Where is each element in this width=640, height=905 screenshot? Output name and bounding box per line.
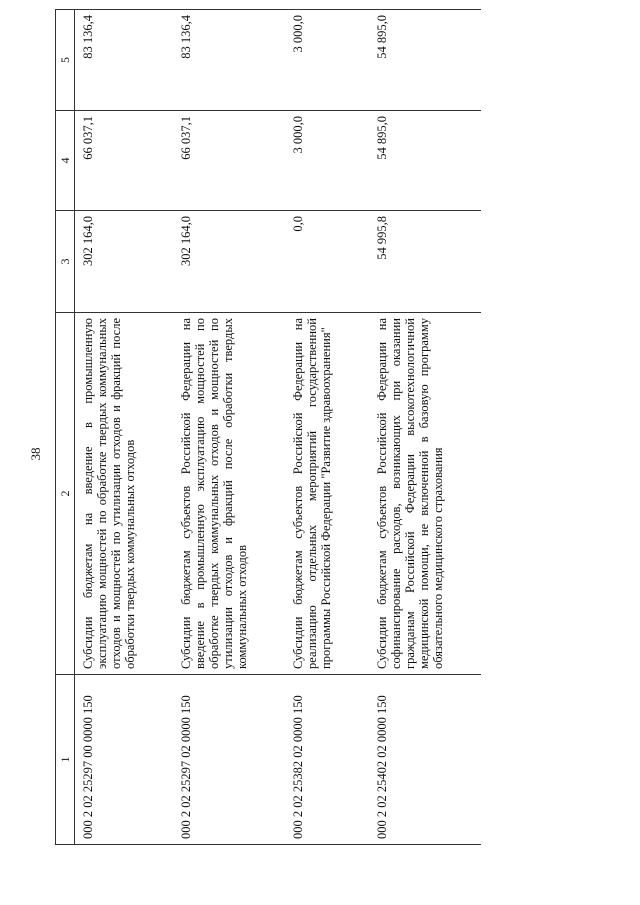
amount-cell-col4: 66 037,1: [75, 111, 174, 211]
amount-cell-col3: 302 164,0: [173, 211, 285, 313]
budget-code-cell: 000 2 02 25402 02 0000 150: [369, 675, 481, 845]
page-number: 38: [28, 447, 43, 461]
amount-cell-col3: 0,0: [285, 211, 369, 313]
amount-cell-col4: 66 037,1: [173, 111, 285, 211]
amount-cell-col5: 3 000,0: [285, 10, 369, 111]
column-header-4: 4: [56, 111, 75, 211]
amount-cell-col5: 54 895,0: [369, 10, 481, 111]
budget-table-sheet: [55, 10, 515, 845]
budget-table: [55, 9, 481, 845]
column-header-5: 5: [56, 10, 75, 111]
table-row: [173, 10, 285, 845]
budget-code-cell: 000 2 02 25297 02 0000 150: [173, 675, 285, 845]
amount-cell-col3: 54 995,8: [369, 211, 481, 313]
description-cell: Субсидии бюджетам субъектов Российской Федерации на софинансирование расходов, возникающих при оказании гражданам Российской Федерации высокотехнологичной медицинской помощи, не включенной в базовую программу обязательного медицинского страхования: [369, 313, 481, 675]
description-cell: Субсидии бюджетам субъектов Российской Федерации на реализацию отдельных мероприятий государственной программы Российской Федерации "Развитие здравоохранения": [285, 313, 369, 675]
amount-cell-col4: 54 895,0: [369, 111, 481, 211]
amount-cell-col4: 3 000,0: [285, 111, 369, 211]
amount-cell-col5: 83 136,4: [173, 10, 285, 111]
column-header-3: 3: [56, 211, 75, 313]
table-header-row: [56, 10, 75, 845]
budget-code-cell: 000 2 02 25297 00 0000 150: [75, 675, 174, 845]
budget-code-cell: 000 2 02 25382 02 0000 150: [285, 675, 369, 845]
table-row: [75, 10, 174, 845]
description-cell: Субсидии бюджетам субъектов Российской Федерации на введение в промышленную эксплуатацию мощностей по обработке твердых коммунальных отходов и мощностей по утилизации отходов и фракций после обработки твердых коммунальных отходов: [173, 313, 285, 675]
amount-cell-col3: 302 164,0: [75, 211, 174, 313]
table-row: [369, 10, 481, 845]
table-row: [285, 10, 369, 845]
column-header-1: 1: [56, 675, 75, 845]
column-header-2: 2: [56, 313, 75, 675]
amount-cell-col5: 83 136,4: [75, 10, 174, 111]
description-cell: Субсидии бюджетам на введение в промышленную эксплуатацию мощностей по обработке твердых коммунальных отходов и мощностей по утилизации отходов и фракций после обработки твердых коммунальных отходов: [75, 313, 174, 675]
